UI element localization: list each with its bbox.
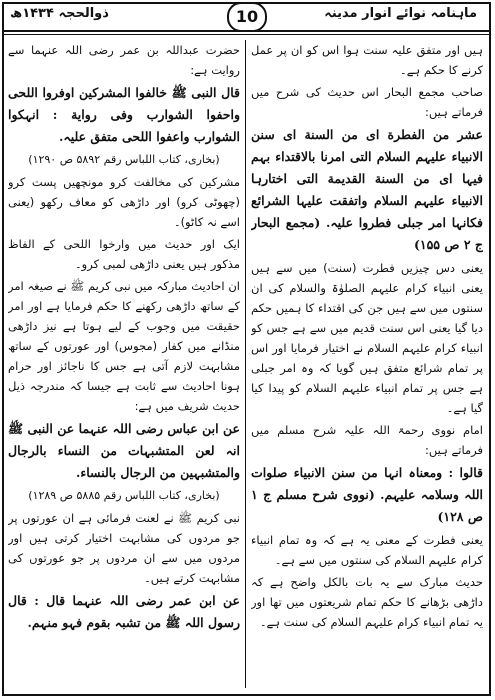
- paragraph: صاحب مجمع البحار اس حدیث کی شرح میں فرماتے ہیں:: [251, 85, 483, 119]
- left-column: [8, 40, 240, 688]
- paragraph: ایک اور حدیث میں وارخوا اللحی کے الفاظ مذکور ہیں یعنی داڑھی لمبی کرو۔: [8, 237, 240, 271]
- page-number-badge: 10: [227, 2, 267, 32]
- arabic-hadith: عن ابن عمر رضی اللہ عنہما قال : قال رسول اللہ ﷺ من تشبہ بقوم فہو منہم.: [8, 593, 240, 630]
- page-header: [4, 2, 483, 32]
- right-column: [251, 40, 483, 688]
- paragraph: امام نووی رحمۃ اللہ علیہ شرح مسلم میں فرماتے ہیں:: [251, 423, 483, 457]
- arabic-hadith: عن ابن عباس رضی اللہ عنہما عن النبی ﷺ انہ لعن المتشبہات من النساء بالرجال والمتشبہین من الرجال بالنساء.: [8, 421, 240, 480]
- paragraph: مشرکین کی مخالفت کرو مونچھیں پست کرو (چھوٹی کرو) اور داڑھی کو معاف رکھو (یعنی اسے نہ کاٹو)۔: [8, 175, 240, 229]
- reference: (بخاری، کتاب اللباس رقم ۵۸۹۲ ص ۱۲۹۰): [28, 153, 220, 166]
- arabic-quote: عشر من الفطرة ای من السنة ای سنن الانبیاء علیہم السلام التی امرنا بالاقتداء بہم فیہا ای من السنة القدیمة التی اختارہا الانبیاء علیہم السلام واتفقت علیہا الشرائع فکانہا امر جبلی فطروا علیہ. (مجمع البحار ج ۲ ص ۱۵۵): [251, 127, 483, 252]
- paragraph: یعنی فطرت کے معنی یہ ہے کہ وہ تمام انبیاء کرام علیہم السلام کی سنتوں میں سے ہے۔: [251, 533, 483, 567]
- paragraph: ہیں اور متفق علیہ سنت ہوا اس کو ان پر عمل کرنے کا حکم ہے۔: [251, 43, 483, 77]
- paragraph: یعنی دس چیزیں فطرت (سنت) میں سے ہیں یعنی انبیاء کرام علیہم الصلوٰۃ والسلام کی ان سنتوں میں سے ہیں جن کی اقتداء کا ہمیں حکم دیا گیا یعنی اس سنت قدیم میں سے ہے جس کو انبیاء کرام علیہم السلام نے اختیار فرمایا اور اس پر تمام شرائع متفق ہیں گویا کہ وہ امر جبلی ہے جس پر تمام انبیاء علیہم السلام کو پیدا کیا گیا ہے۔: [251, 261, 483, 415]
- paragraph: حدیث مبارک سے یہ بات بالکل واضح ہے کہ داڑھی بڑھانے کا حکم تمام شریعتوں میں تھا اور یہ تمام انبیاء کرام علیہم السلام کی سنت ہے۔: [251, 575, 483, 629]
- column-divider: [245, 40, 246, 688]
- arabic-hadith: قال النبی ﷺ خالفوا المشرکین اوفروا اللحی واحفوا الشوارب وفی روایة : انہکوا الشوارب واعفوا اللحی متفق علیہ.: [8, 85, 240, 144]
- header-rule-thin: [4, 34, 491, 35]
- header-rule: [4, 30, 491, 32]
- paragraph: حضرت عبداللہ بن عمر رضی اللہ عنہما سے روایت ہے:: [8, 43, 240, 77]
- arabic-quote: قالوا : ومعناہ انہا من سنن الانبیاء صلوات اللہ وسلامہ علیہم. (نووی شرح مسلم ج ۱ ص ۱۲۸): [251, 465, 483, 524]
- issue-date: ذوالحجہ ۱۴۳۴ھ: [10, 6, 109, 21]
- paragraph: ان احادیث مبارکہ میں نبی کریم ﷺ نے صیغہ امر کے ساتھ داڑھی رکھنے کا حکم فرمایا ہے اور امر حقیقت میں وجوب کے لیے ہوتا ہے نیز داڑھی منڈانے میں کفار (مجوس) اور عورتوں کے ساتھ مشابہت لازم آتی ہے جس کا ناجائز اور حرام ہونا احادیث سے ثابت ہے جیسا کہ مندرجہ ذیل حدیث شریف میں ہے:: [8, 279, 240, 413]
- magazine-title: ماہنامہ نوائے انوار مدینہ: [324, 6, 477, 21]
- reference: (بخاری، کتاب اللباس رقم ۵۸۸۵ ص ۱۲۸۹): [28, 489, 220, 502]
- paragraph: نبی کریم ﷺ نے لعنت فرمائی ہے ان عورتوں پر جو مردوں کی مشابہت اختیار کرتی ہیں اور مردوں میں سے ان مردوں پر جو عورتوں کی مشابہت کرتے ہیں۔: [8, 511, 240, 585]
